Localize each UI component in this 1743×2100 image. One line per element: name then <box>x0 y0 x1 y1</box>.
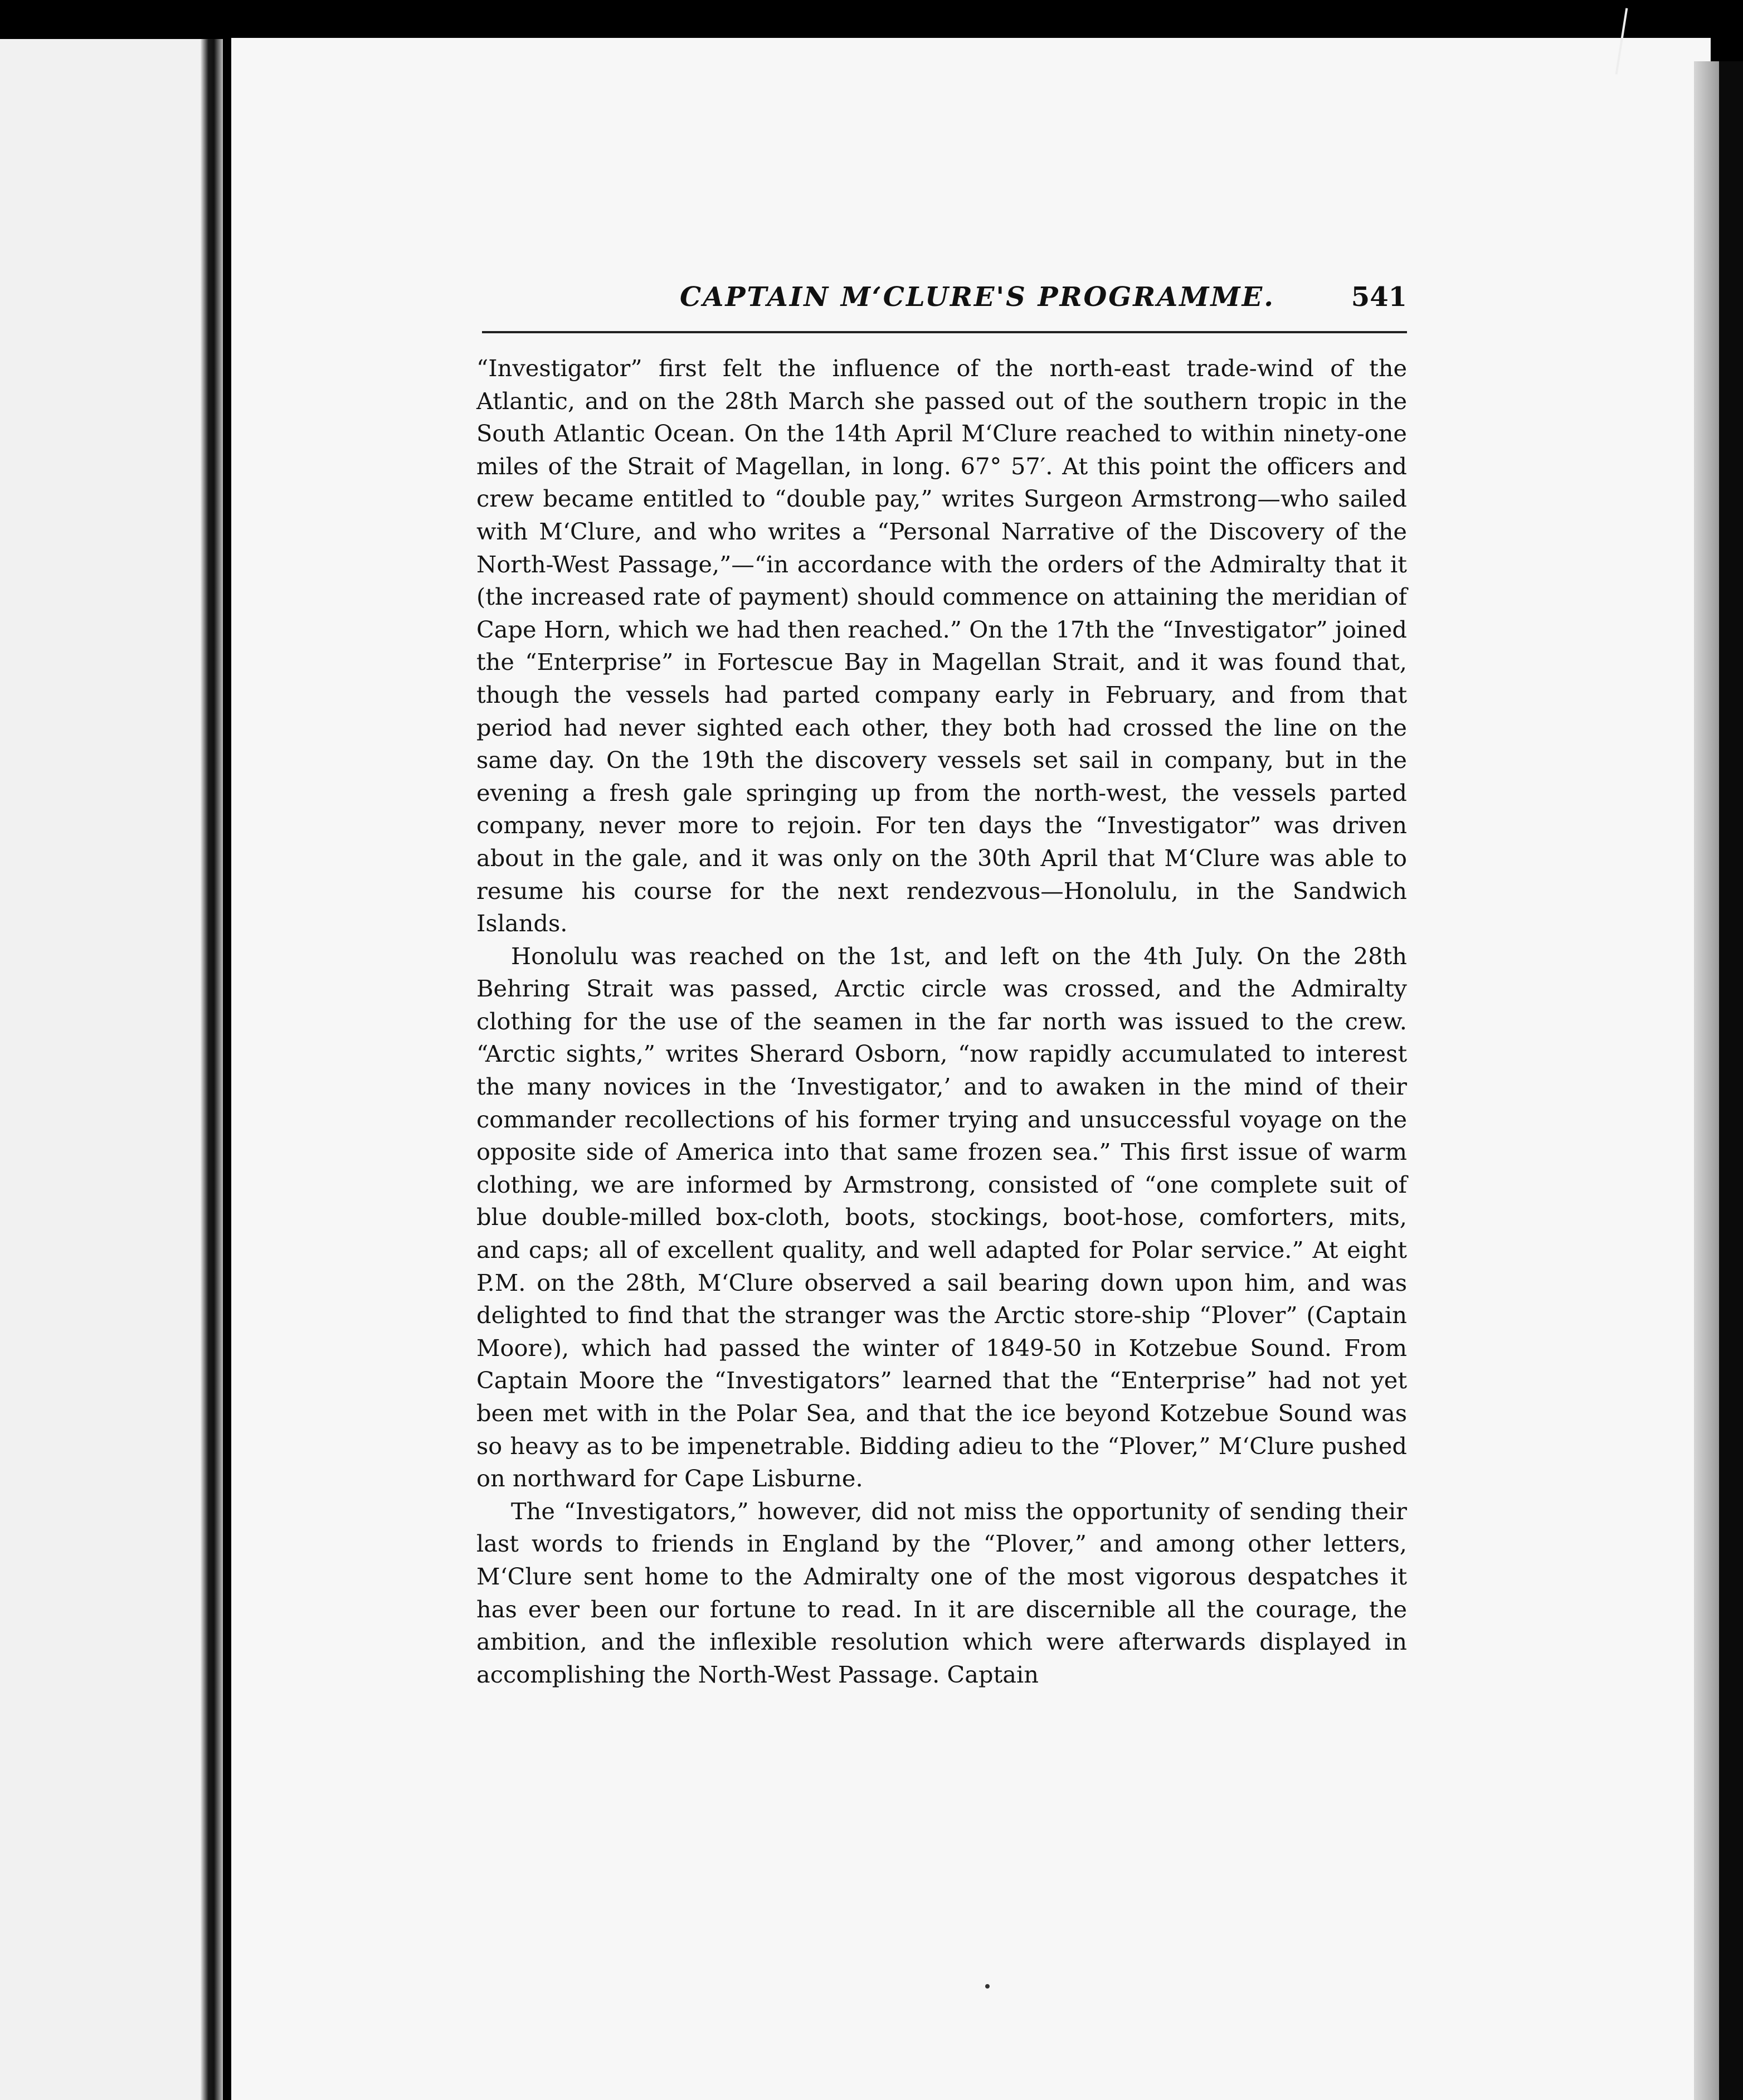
book-gutter <box>201 39 223 2100</box>
page-stack-edge <box>1694 61 1719 2100</box>
body-text <box>476 352 1407 1790</box>
paragraph-3: The “Investigators,” however, did not miss the opportunity of sending their last words to friends in England by the “Plover,” and among other letters, M‘Clure sent home to the Admiralty one of the most vigorous despatches it has ever been our fortune to read. In it are discernible all the courage, the ambition, and the inflexible resolution which were afterwards displayed in accomplishing the North-West Passage. Captain <box>476 1497 1407 1688</box>
scan-speck <box>985 1984 990 1989</box>
header-rule <box>482 331 1407 333</box>
scan-border <box>1719 61 1743 2100</box>
page-header <box>479 281 1407 326</box>
left-page-edge <box>0 39 207 2100</box>
page-number: 541 <box>1351 281 1407 313</box>
paragraph-2: Honolulu was reached on the 1st, and left on the 4th July. On the 28th Behring Strait was passed, Arctic circle was crossed, and the Admiralty clothing for the use of the seamen in the far north was issued to the crew. “Arctic sights,” writes Sherard Osborn, “now rapidly accumulated to interest the many novices in the ‘Investigator,’ and to awaken in the mind of their commander recollections of his former trying and unsuccessful voyage on the opposite side of America into that same frozen sea.” This first issue of warm clothing, we are informed by Armstrong, consisted of “one complete suit of blue double-milled box-cloth, boots, stockings, boot-hose, comforters, mits, and caps; all of excellent quality, and well adapted for Polar service.” At eight P.M. on the 28th, M‘Clure observed a sail bearing down upon him, and was delighted to find that the stranger was the Arctic store-ship “Plover” (Captain Moore), which had passed the winter of 1849-50 in Kotzebue Sound. From Captain Moore the “Investigators” learned that the “Enterprise” had not yet been met with in the Polar Sea, and that the ice beyond Kotzebue Sound was so heavy as to be impenetrable. Bidding adieu to the “Plover,” M‘Clure pushed on northward for Cape Lisburne. <box>476 942 1407 1493</box>
running-head: CAPTAIN M‘CLURE'S PROGRAMME. <box>680 281 1275 313</box>
paragraph-1: “Investigator” first felt the influence of the north-east trade-wind of the Atlantic, and on the 28th March she passed out of the southern tropic in the South Atlantic Ocean. On the 14th April M‘Clure reached to within ninety-one miles of the Strait of Magellan, in long. 67° 57′. At this point the officers and crew became entitled to “double pay,” writes Surgeon Armstrong—who sailed with M‘Clure, and who writes a “Personal Narrative of the Discovery of the North-West Passage,”—“in accordance with the orders of the Admiralty that it (the increased rate of payment) should commence on attaining the meridian of Cape Horn, which we had then reached.” On the 17th the “Investigator” joined the “Enterprise” in Fortescue Bay in Magellan Strait, and it was found that, though the vessels had parted company early in February, and from that period had never sighted each other, they both had crossed the line on the same day. On the 19th the discovery vessels set sail in company, but in the evening a fresh gale springing up from the north-west, the vessels parted company, never more to rejoin. For ten days the “Investigator” was driven about in the gale, and it was only on the 30th April that M‘Clure was able to resume his course for the next rendezvous—Honolulu, in the Sandwich Islands. <box>476 354 1407 937</box>
